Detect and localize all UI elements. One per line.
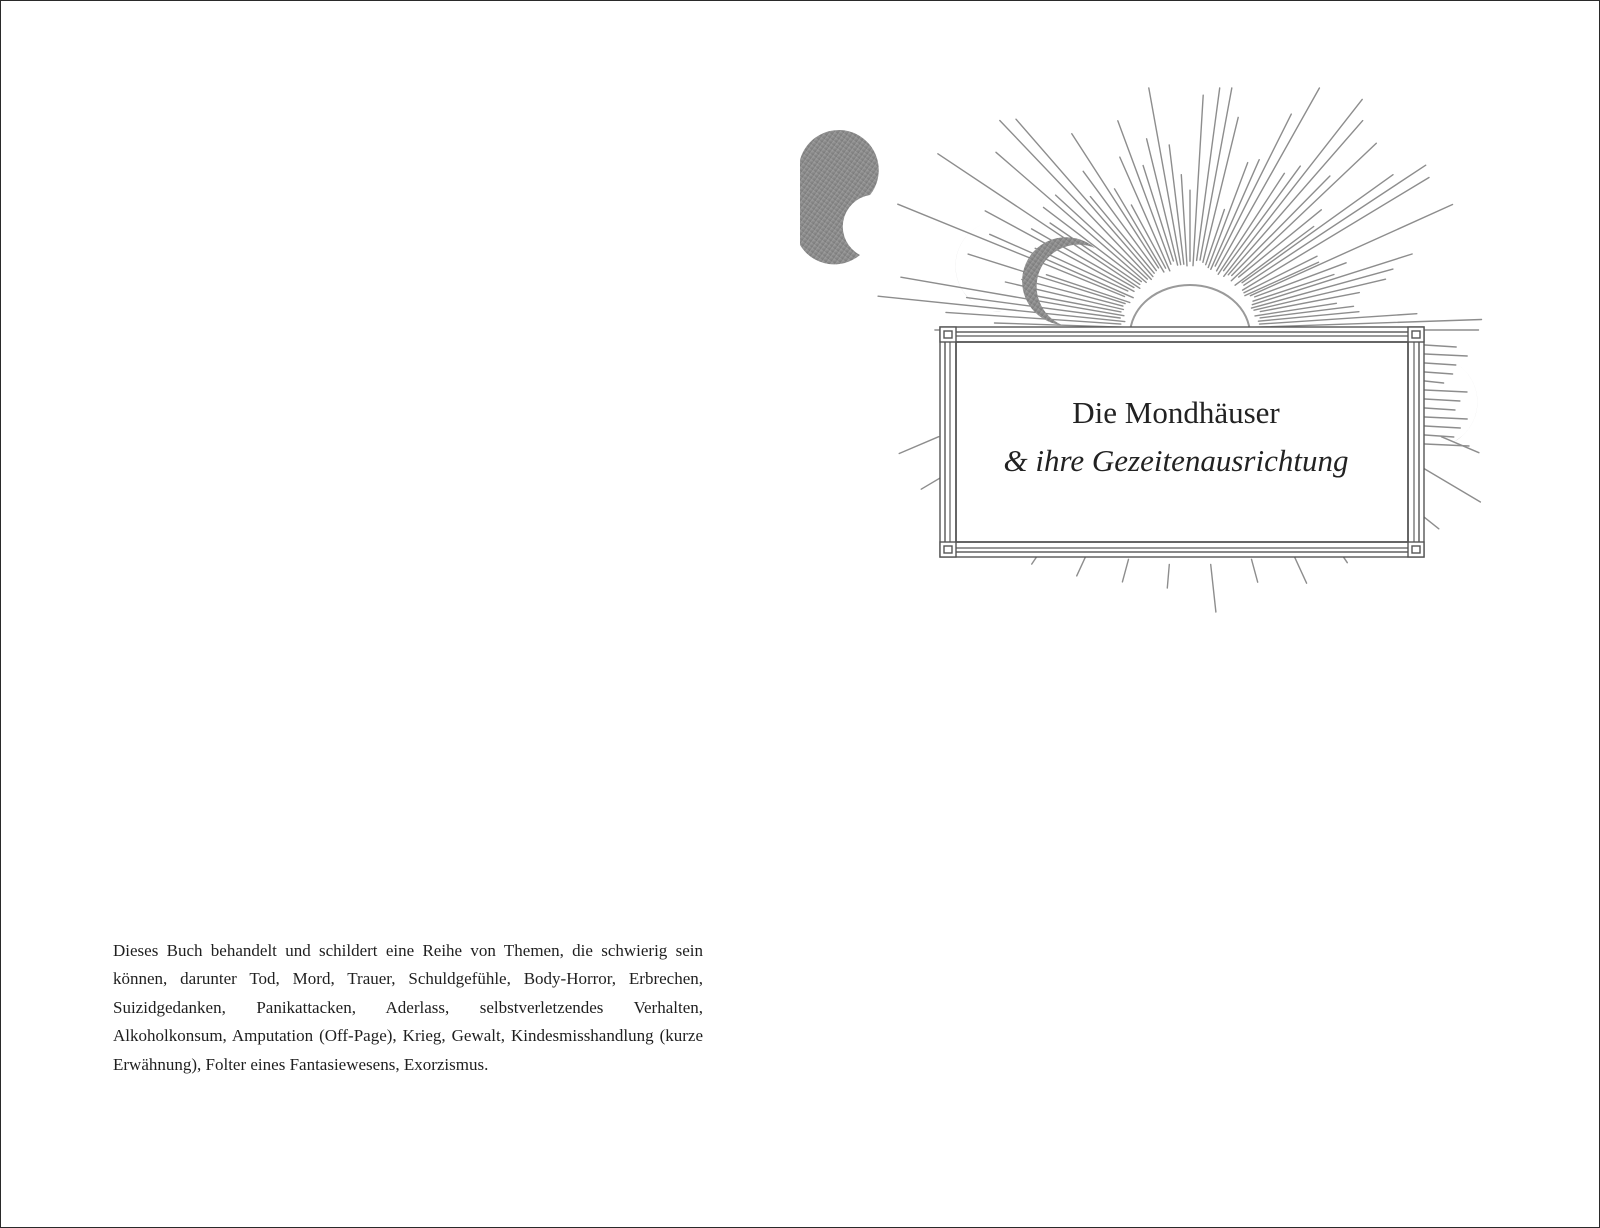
sun-ray	[1425, 408, 1455, 410]
sun-ray	[1425, 390, 1467, 392]
sun-ray	[1252, 269, 1393, 308]
sun-rays-moon-illustration	[800, 0, 1600, 1228]
sun-ray	[1217, 88, 1320, 271]
chapter-subtitle: & ihre Gezeitenausrichtung	[1003, 443, 1349, 478]
sun-ray	[899, 437, 939, 454]
chapter-title: Die Mondhäuser	[1072, 395, 1280, 430]
content-warning-text: Dieses Buch behandelt und schildert eine Reihe von Themen, die schwierig sein können, darunter Tod, Mord, Trauer, Schuldgefühle, Body-Horror, Erbrechen, Suizidgedanken, Panikattacken, Aderlass, selbstverletzendes Verhalten, Alkoholkonsum, Amputation (Off-Page), Krieg, Gewalt, Kindesmisshandlung (kurze Erwähnung), Folter eines Fantasiewesens, Exorzismus.	[113, 941, 703, 1074]
sun-ray	[1083, 171, 1156, 270]
sun-ray	[1425, 354, 1467, 356]
chapter-title-box	[952, 340, 1400, 538]
sun-ray	[1420, 466, 1481, 502]
sun-ray	[1143, 166, 1173, 262]
sun-ray	[1169, 145, 1184, 264]
moon-phase-4	[1426, 357, 1477, 447]
sun-ray	[1425, 435, 1454, 437]
sun-ray	[1235, 227, 1314, 286]
sun-ray	[1167, 564, 1169, 588]
sun-ray	[1425, 444, 1469, 446]
sun-ray	[1193, 95, 1203, 266]
sun-ray	[1224, 99, 1362, 276]
sun-ray	[1425, 363, 1456, 365]
sun-ray	[1252, 559, 1258, 582]
sun-ray	[1242, 175, 1393, 283]
moon-phase-1	[800, 130, 879, 264]
sun-ray	[1149, 88, 1181, 265]
sun-ray	[1072, 134, 1159, 268]
sun-ray	[1425, 399, 1460, 401]
sun-ray	[1122, 559, 1128, 582]
moon-phase-2	[955, 222, 1015, 312]
sun-ray	[1425, 372, 1453, 374]
sun-ray	[1250, 205, 1452, 296]
sun-ray	[1425, 345, 1456, 347]
sun-ray	[1425, 381, 1444, 383]
sun-ray	[1425, 417, 1467, 419]
sun-ray	[1211, 160, 1259, 270]
sun-ray	[1255, 320, 1482, 328]
sun-ray	[1211, 564, 1216, 612]
sun-ray	[996, 152, 1146, 282]
sun-ray	[1118, 121, 1171, 264]
sun-ray	[1425, 426, 1460, 428]
right-page	[800, 0, 1600, 1228]
moon-phase-5	[1554, 385, 1600, 477]
